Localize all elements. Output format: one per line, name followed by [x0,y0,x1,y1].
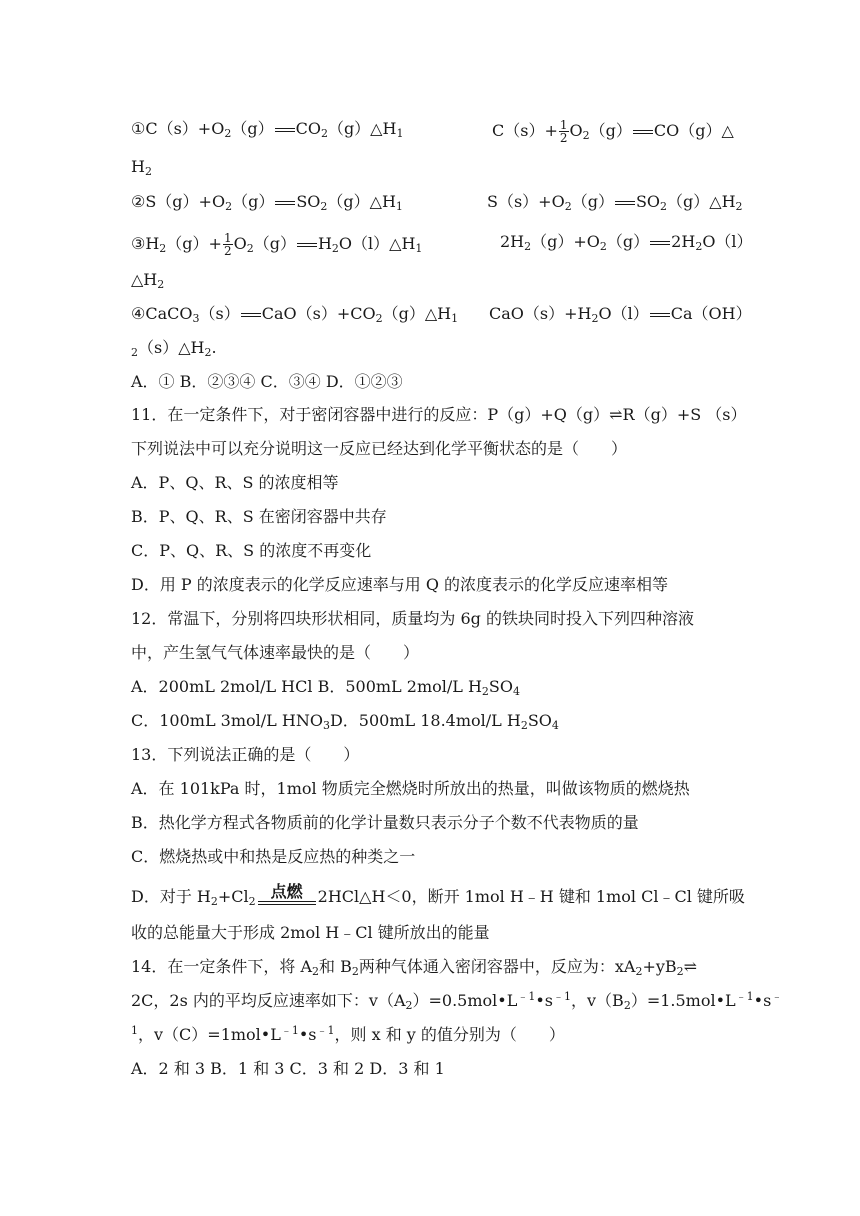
text: （g） [232,192,275,211]
equals-sign [297,243,317,247]
text: （s） [199,304,240,323]
text: 2H [500,232,525,251]
subscript: 2 [351,965,359,978]
subscript: 2 [375,312,383,325]
text: ②S（g）+O [131,192,226,211]
text: （g）△H [327,119,397,138]
subscript: 2 [599,240,607,253]
subscript: 2 [582,129,590,142]
text: A．200mL 2mol/L HCl B．500mL 2mol/L H [131,677,482,696]
q13-option-b: B．热化学方程式各物质前的化学计量数只表示分子个数不代表物质的量 [131,813,639,832]
double-line [258,901,316,905]
q11-option-d: D．用 P 的浓度表示的化学反应速率与用 Q 的浓度表示的化学反应速率相等 [131,575,669,594]
equals-sign [633,130,653,134]
text: O [569,121,583,140]
subscript: 4 [513,685,520,698]
subscript: 2 [591,312,599,325]
q10-item3-wrap [131,270,164,290]
q14-options: A．2 和 3 B．1 和 3 C．3 和 2 D．3 和 1 [131,1059,445,1078]
q10-item4-right [489,304,752,324]
text: C．100mL 3mol/L HNO [131,711,323,730]
text: （g） [253,234,296,253]
reaction-condition-arrow [256,883,318,905]
text: •s [298,1025,317,1044]
text: •s [535,991,553,1010]
text: （g）△H [382,304,452,323]
q12-options-ab [131,677,520,697]
subscript: 2 [246,242,254,255]
subscript: 2 [320,127,328,140]
text: O（l）△H [338,234,416,253]
superscript: ﹣1 [517,990,536,1003]
equals-sign [650,313,670,317]
q11-stem-line2: 下列说法中可以充分说明这一反应已经达到化学平衡状态的是（ ） [131,439,628,458]
subscript: 1 [395,200,403,213]
text: CO（g）△ [653,121,734,140]
text: O [233,234,247,253]
text: ①C（s）+O [131,119,225,138]
q11-option-a: A．P、Q、R、S 的浓度相等 [131,473,339,492]
text: （g）+O [531,232,600,251]
text: ④CaCO [131,304,193,323]
equals-sign [650,241,670,245]
text: （g）△H [327,192,396,211]
text: 2HCl△H＜0，断开 1mol H﹣H 键和 1mol Cl﹣Cl 键所吸 [317,887,745,906]
text: S（s）+O [487,192,565,211]
subscript: 2 [520,719,528,732]
text: O（l） [598,304,649,323]
fraction-half [223,232,233,257]
text: 和 B [319,957,352,976]
text: C（s）+ [492,121,558,140]
subscript: 2 [623,999,631,1012]
subscript: 2 [131,346,138,359]
q10-options: A．① B．②③④ C．③④ D．①②③ [131,372,403,391]
q10-item3-left [131,232,422,257]
text: （g） [589,121,632,140]
text: △H [131,270,158,289]
subscript: 1 [415,242,423,255]
q14-stem-line2 [131,991,782,1011]
subscript: 4 [551,719,559,732]
superscript: ﹣1 [735,990,754,1003]
numerator: 1 [223,231,232,245]
condition-label: 点燃 [270,882,303,901]
text: 2H [671,232,696,251]
subscript: 2 [564,200,572,213]
subscript: 2 [224,127,232,140]
text: Ca（OH） [670,304,752,323]
subscript: 1 [396,127,404,140]
text: SO [296,192,321,211]
text: SO [527,711,552,730]
text: H [317,234,332,253]
subscript: 2 [524,240,532,253]
q14-stem-line1 [131,957,697,977]
subscript: 2 [225,200,233,213]
subscript: 2 [735,200,743,213]
text: （g） [231,119,274,138]
text: CO [295,119,321,138]
subscript: 2 [157,278,165,291]
q10-item4-wrap [131,338,217,358]
subscript: 2 [660,200,668,213]
superscript: ﹣1 [280,1024,299,1037]
subscript: 2 [405,999,413,1012]
text: 2C，2s 内的平均反应速率如下：v（A [131,991,406,1010]
subscript: 2 [320,200,328,213]
q11-option-c: C．P、Q、R、S 的浓度不再变化 [131,541,372,560]
text: 两种气体通入密闭容器中，反应为：xA [358,957,636,976]
text: H [131,157,145,176]
subscript: 2 [331,242,339,255]
text: D．500mL 18.4mol/L H [329,711,521,730]
subscript: 2 [210,895,218,908]
q10-item2-right [487,192,743,212]
text: •s [753,991,772,1010]
superscript: ﹣1 [316,1024,335,1037]
text: SO [488,677,513,696]
subscript: 2 [204,346,212,359]
equals-sign [275,201,295,205]
text: （g）+ [166,234,222,253]
subscript: 2 [635,965,643,978]
q10-item1-left [131,119,403,139]
subscript: 2 [144,165,152,178]
text: . [211,338,217,357]
subscript: 2 [312,965,320,978]
text: CaO（s）+H [489,304,592,323]
q12-options-cd [131,711,559,731]
text: ，v（B [571,991,624,1010]
text: +yB [642,957,677,976]
q13-option-c: C．燃烧热或中和热是反应热的种类之一 [131,847,416,866]
numerator: 1 [559,118,568,132]
subscript: 2 [481,685,489,698]
text: ，则 x 和 y 的值分别为（ ） [334,1025,565,1044]
text: D．对于 H [131,887,211,906]
superscript: ﹣1 [553,990,571,1003]
q10-item2-left [131,192,403,212]
fraction-half [559,119,569,144]
q13-option-a: A．在 101kPa 时，1mol 物质完全燃烧时所放出的热量，叫做该物质的燃烧热 [131,779,690,798]
subscript: 2 [695,240,703,253]
text: （g） [571,192,614,211]
text: 14．在一定条件下，将 A [131,957,313,976]
text: O（l） [702,232,753,251]
text: ⇌ [683,957,698,976]
text: ）=0.5mol•L [412,991,518,1010]
q13-option-d-line2: 收的总能量大于形成 2mol H﹣Cl 键所放出的能量 [131,923,490,942]
text: SO [635,192,661,211]
text: +Cl [217,887,249,906]
q13-stem: 13．下列说法正确的是（ ） [131,745,360,764]
subscript: 3 [322,719,330,732]
subscript: 3 [192,312,200,325]
q10-item3-right [500,232,753,252]
text: ，v（C）=1mol•L [138,1025,281,1044]
q10-item4-left [131,304,458,324]
q11-stem-line1: 11．在一定条件下，对于密闭容器中进行的反应：P（g）+Q（g）⇌R（g）+S （s） [131,405,747,424]
denominator: 2 [559,131,568,145]
text: （s）△H [138,338,205,357]
equals-sign [615,201,635,205]
denominator: 2 [223,244,232,258]
q14-stem-line3 [131,1025,565,1045]
q12-stem-line2: 中，产生氢气气体速率最快的是（ ） [131,643,420,662]
text: （g）△H [667,192,736,211]
subscript: 2 [676,965,684,978]
subscript: 2 [248,895,256,908]
q11-option-b: B．P、Q、R、S 在密闭容器中共存 [131,507,387,526]
q10-item1-wrap [131,157,152,177]
q13-option-d [131,882,745,908]
subscript: 1 [451,312,459,325]
superscript: 1 [131,1024,138,1037]
text: ③H [131,234,160,253]
q10-item1-right [492,119,734,144]
text: CaO（s）+CO [261,304,376,323]
equals-sign [241,313,261,317]
superscript: ﹣ [771,990,783,1003]
text: ）=1.5mol•L [630,991,736,1010]
q12-stem-line1: 12．常温下，分别将四块形状相同，质量均为 6g 的铁块同时投入下列四种溶液 [131,609,694,628]
subscript: 2 [159,242,167,255]
equals-sign [275,128,295,132]
text: （g） [606,232,650,251]
